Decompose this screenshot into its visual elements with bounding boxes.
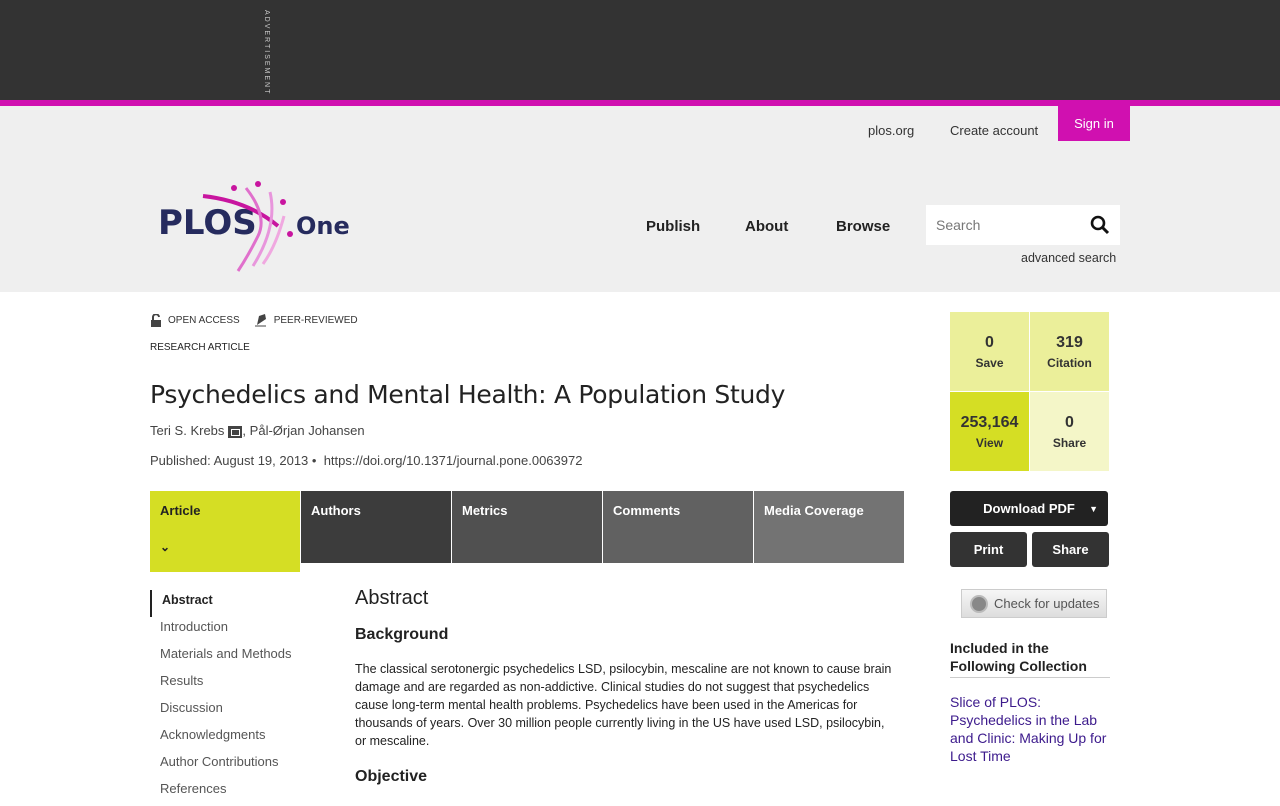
peer-reviewed-label: PEER-REVIEWED bbox=[273, 314, 358, 326]
tab-comments[interactable]: Comments bbox=[603, 491, 753, 563]
table-of-contents bbox=[150, 590, 302, 806]
metric-label: Save bbox=[975, 355, 1004, 370]
caret-down-icon[interactable]: ▼ bbox=[1089, 503, 1098, 514]
advanced-search-link[interactable]: advanced search bbox=[1021, 251, 1117, 265]
toc-materials-methods[interactable]: Materials and Methods bbox=[160, 646, 292, 661]
check-for-updates-button[interactable] bbox=[961, 589, 1107, 618]
email-icon[interactable] bbox=[228, 426, 242, 438]
collection-link[interactable]: Slice of PLOS: Psychedelics in the Lab and Clinic: Making Up for Lost Time bbox=[950, 694, 1107, 764]
doi-link[interactable]: https://doi.org/10.1371/journal.pone.0063972 bbox=[323, 453, 583, 468]
toc-discussion[interactable]: Discussion bbox=[160, 700, 223, 715]
tab-media-coverage[interactable]: Media Coverage bbox=[754, 491, 904, 563]
tab-metrics[interactable]: Metrics bbox=[452, 491, 602, 563]
collection-heading: Included in the Following Collection bbox=[950, 639, 1110, 678]
background-text: The classical serotonergic psychedelics LSD, psilocybin, mescaline are not known to cause brain damage and are regarded as non-addictive. Clinical studies do not suggest that psychedelics cause long-term mental health problems. Psychedelics have been used in the Americas for thousands of years. Over 30 million people currently living in the US have used LSD, psilocybin, or mescaline. bbox=[355, 662, 892, 748]
objective-heading: Objective bbox=[355, 768, 428, 785]
ad-label: ADVERTISEMENT bbox=[263, 10, 270, 96]
author-link[interactable]: Pål-Ørjan Johansen bbox=[249, 423, 365, 438]
sign-in-button[interactable]: Sign in bbox=[1058, 106, 1130, 141]
plos-org-link[interactable]: plos.org bbox=[868, 123, 915, 138]
published-date: Published: August 19, 2013 bbox=[150, 453, 309, 468]
create-account-link[interactable]: Create account bbox=[950, 123, 1039, 138]
metric-share[interactable] bbox=[1030, 392, 1109, 471]
metric-label: View bbox=[975, 435, 1004, 450]
download-label: Download PDF bbox=[983, 501, 1075, 516]
share-button[interactable]: Share bbox=[1032, 532, 1109, 567]
nav-browse[interactable]: Browse bbox=[836, 218, 891, 235]
article-metrics bbox=[950, 312, 1109, 471]
article-body bbox=[355, 587, 895, 802]
metric-value: 319 bbox=[1056, 333, 1083, 351]
metric-label: Citation bbox=[1047, 355, 1092, 370]
plos-one-logo[interactable] bbox=[158, 176, 358, 276]
metric-save[interactable] bbox=[950, 312, 1029, 391]
metric-value: 253,164 bbox=[960, 413, 1019, 431]
toc-references[interactable]: References bbox=[160, 781, 227, 796]
abstract-heading: Abstract bbox=[355, 587, 429, 609]
toc-results[interactable]: Results bbox=[160, 673, 204, 688]
toc-abstract[interactable]: Abstract bbox=[150, 590, 302, 617]
metric-value: 0 bbox=[1065, 413, 1074, 431]
logo-suffix: One bbox=[296, 212, 350, 240]
toc-acknowledgments[interactable]: Acknowledgments bbox=[160, 727, 266, 742]
nav-publish[interactable]: Publish bbox=[646, 218, 701, 235]
chevron-double-down-icon: ⌄ bbox=[160, 540, 171, 554]
search-placeholder: Search bbox=[936, 217, 981, 233]
background-heading: Background bbox=[355, 626, 449, 643]
publication-info: Published: August 19, 2013 • https://doi.org/10.1371/journal.pone.0063972 bbox=[150, 453, 583, 468]
download-pdf-button[interactable] bbox=[950, 491, 1108, 526]
author-separator: , bbox=[242, 423, 247, 438]
print-button[interactable]: Print bbox=[950, 532, 1027, 567]
tab-label: Article bbox=[160, 503, 201, 518]
nav-about[interactable]: About bbox=[745, 218, 789, 235]
author-list bbox=[150, 423, 365, 438]
article-type: RESEARCH ARTICLE bbox=[150, 342, 250, 353]
tab-article[interactable] bbox=[150, 491, 300, 572]
site-header bbox=[0, 106, 1280, 292]
updates-label: Check for updates bbox=[994, 596, 1100, 611]
article-badges bbox=[150, 313, 358, 327]
metric-citation[interactable] bbox=[1030, 312, 1109, 391]
article-tabs bbox=[150, 491, 904, 572]
search-icon[interactable] bbox=[1090, 215, 1110, 235]
metric-view[interactable] bbox=[950, 392, 1029, 471]
metric-label: Share bbox=[1052, 435, 1087, 450]
search-input[interactable] bbox=[926, 205, 1120, 245]
article-title: Psychedelics and Mental Health: A Population Study bbox=[150, 380, 786, 409]
logo-text: PLOS bbox=[158, 203, 257, 243]
crossmark-icon bbox=[970, 595, 988, 613]
metric-value: 0 bbox=[985, 333, 994, 351]
advertisement-banner bbox=[0, 0, 1280, 100]
open-access-label: OPEN ACCESS bbox=[168, 314, 240, 326]
unlock-icon bbox=[150, 314, 162, 327]
pen-icon bbox=[254, 313, 268, 327]
author-link[interactable]: Teri S. Krebs bbox=[150, 423, 225, 438]
toc-author-contributions[interactable]: Author Contributions bbox=[160, 754, 279, 769]
tab-authors[interactable]: Authors bbox=[301, 491, 451, 563]
toc-introduction[interactable]: Introduction bbox=[160, 619, 228, 634]
